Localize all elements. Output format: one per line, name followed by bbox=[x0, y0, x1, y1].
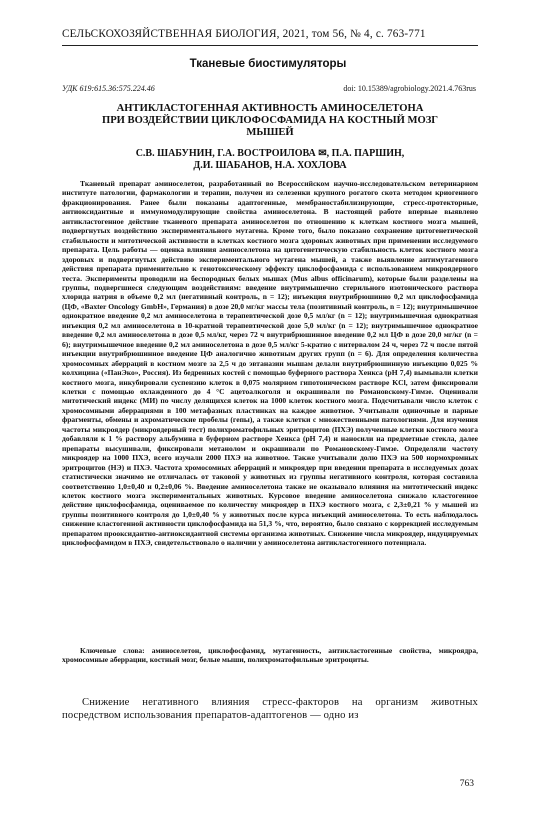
header-rule bbox=[62, 45, 478, 46]
page-number: 763 bbox=[459, 779, 474, 789]
section-title: Тканевые биостимуляторы bbox=[189, 58, 347, 70]
udc-code: УДК 619:615.36:575.224.46 bbox=[62, 84, 155, 93]
authors bbox=[70, 148, 470, 173]
authors-line: С.В. ШАБУНИН, Г.А. ВОСТРОИЛОВА ✉, П.А. ПАРШИН, bbox=[135, 148, 405, 159]
article-title bbox=[70, 103, 470, 140]
doi: doi: 10.15389/agrobiology.2021.4.763rus bbox=[343, 84, 476, 93]
article-title-line: МЫШЕЙ bbox=[246, 127, 294, 139]
keywords bbox=[62, 646, 478, 665]
abstract bbox=[62, 179, 478, 548]
article-title-line: АНТИКЛАСТОГЕННАЯ АКТИВНОСТЬ АМИНОСЕЛЕТОНА bbox=[116, 103, 424, 114]
running-head: СЕЛЬСКОХОЗЯЙСТВЕННАЯ БИОЛОГИЯ, 2021, том 56, № 4, с. 763-771 bbox=[62, 28, 426, 40]
keywords-text: Ключевые слова: аминоселетон, циклофосфамид, мутагенность, антикластогенные свойства, микроядра, хромосомные аберрации, костный мозг, белые мыши, полихроматофильные эритроциты. bbox=[62, 646, 478, 665]
article-title-line: ПРИ ВОЗДЕЙСТВИИ ЦИКЛОФОСФАМИДА НА КОСТНЫЙ МОЗГ bbox=[101, 115, 439, 127]
body-paragraph bbox=[62, 696, 478, 723]
body-paragraph-text: Снижение негативного влияния стресс-факторов на организм животных посредством использования препаратов-адаптогенов — одно из bbox=[62, 697, 478, 722]
abstract-text: Тканевый препарат аминоселетон, разработанный во Всероссийском научно-исследовательском ветеринарном институте патологии, фармакологии и терапии, получен из селезенки крупного рогатого скота методом криогенного фракционирования. Ранее были показаны адаптогенные, мембраностабилизирующие, стресс-протекторные, антиоксидантные и иммуномодулирующие свойства аминоселетона. В настоящей работе впервые выявлено антикластогенное действие тканевого препарата аминоселетон по отношению к клеткам костного мозга мышей, подвергнутых воздействию экспериментального мутагена. Кроме того, было показано сохранение цитогенетической стабильности и митотической активности в клетках костного мозга здоровых животных при применении исследуемого препарата. Цель работы — оценка влияния аминоселетона на цитогенетическую стабильность клеток костного мозга здоровых и подвергнутых действию экспериментального мутагена мышей, а также выявление антимутагенного действия препарата применительно к генотоксическому эффекту циклофосфамида с использованием микроядерного теста. Эксперименты проводили на беспородных белых мышах (Mus albus officinarum), которые были разделены на группы, подвергшиеся следующим воздействиям: введение внутримышечно стерильного изотонического раствора хлорида натрия в объеме 0,2 мл (негативный контроль, n = 12); инъекция внутрибрюшинно 0,2 мл циклофосфамида (ЦФ, «Baxter Oncology GmbH», Германия) в дозе 20,0 мг/кг массы тела (позитивный контроль, n = 12); внутримышечное однократное введение 0,2 мл аминоселетона в терапевтической дозе 0,5 мл/кг (n = 12); внутримышечная однократная инъекция 0,2 мл аминоселетона в 10-кратной терапевтической дозе 5,0 мл/кг (n = 12); внутримышечное однократное введение 0,2 мл аминоселетона в дозе 0,5 мл/кг, через 72 ч внутрибрюшинное введение 0,2 мл ЦФ в дозе 20,0 мг/кг (n = 6); внутримышечное введение 0,2 мл аминоселетона в дозе 0,5 мл/кг 5-кратно с интервалом 24 ч, через 72 ч после пятой инъекции внутрибрюшинное введение ЦФ аналогично животным других групп (n = 6). Для определения количества хромосомных аберраций в костном мозге за 2,5 ч до эвтаназии мышам делали внутрибрюшинную инъекцию 0,025 % колхицина («ПанЭко», Россия). Из бедренных костей с помощью буферного раствора Хенкса (рН 7,4) вымывали клетки костного мозга, инкубировали суспензию клеток в 0,075 молярном гипотоническом растворе KCl, затем фиксировали клетки с помощью охлажденного до 4 °С ацетоалкоголя и окрашивали по Романовскому-Гимзе. Оценивали митотический индекс (МИ) по числу делящихся клеток на 1000 клеток костного мозга. Подсчитывали число клеток с хромосомными аберрациями в 100 метафазных пластинках на каждое животное. Учитывали одиночные и парные фрагменты, обмены и ахроматические пробелы (гепы), а также клетки с множественными патологиями. Для изучения частоты микроядер (микроядерный тест) полихроматофильных эритроцитов (ПХЭ) полученные клетки костного мозга добавляли к 1 % раствору альбумина в буферном растворе Хенкса (рН 7,4) и наносили на предметные стекла, далее препараты высушивали, фиксировали метанолом и окрашивали по Романовскому-Гимзе. Определяли частоту микроядер на 1000 ПХЭ, всего изучали 2000 ПХЭ на животное. Также учитывали долю ПХЭ на 500 нормохромных эритроцитов (НЭ) и ПХЭ. Частота хромосомных аберраций и микроядер при введении препарата в исследуемых дозах статистически значимо не отличалась от таковой у животных из группы негативного контроля, которая составила соответственно 1,0±0,40 и 0,2±0,06 %. Введение аминоселетона также не оказывало влияния на митотический индекс клеток костного мозга экспериментальных животных. Курсовое введение аминоселетона снижало кластогенное действие циклофосфамида, оцениваемое по количеству микроядер в ПХЭ костного мозга, с 2,3±0,21 % у мышей из группы позитивного контроля до 1,0±0,40 % у животных после курса инъекций аминоселетона. То есть наблюдалось снижение кластогенной активности циклофосфамида на 51,3 %, что, вероятно, было связано с коррекцией исследуемым препаратом прооксидантно-антиоксидантной системы организма животных. Снижение числа микроядер, индуцируемых циклофосфамидом в ПХЭ, свидетельствовало о наличии у аминоселетона антикластогенного потенциала. bbox=[62, 179, 478, 548]
authors-line: Д.И. ШАБАНОВ, Н.А. ХОХЛОВА bbox=[193, 160, 347, 172]
